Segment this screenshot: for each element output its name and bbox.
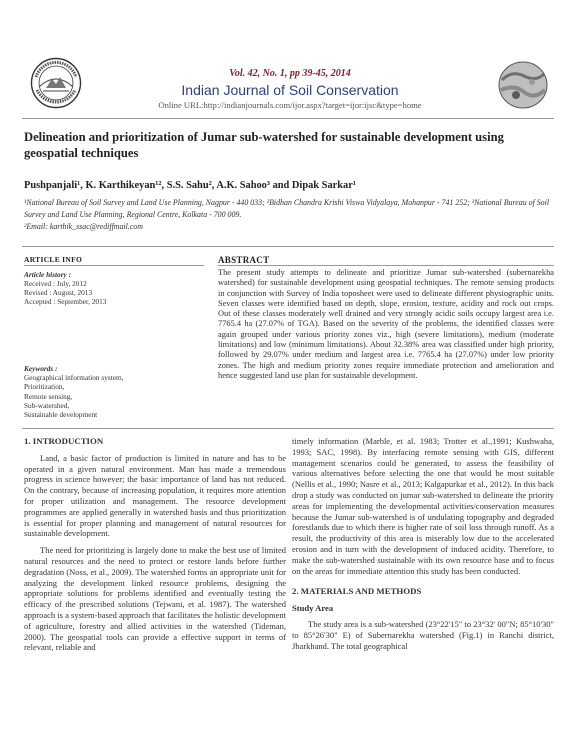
affiliation-text: ¹National Bureau of Soil Survey and Land Use Planning, Nagpur - 440 033; ²Bidhan Chandra Krishi Viswa Vidyalaya, Mohanpur - 741 252; ³National Bureau of Soil Survey and Land Use Planning, Regional Centre, Kolkata - 700 009. (24, 198, 550, 219)
online-url-link[interactable]: Online URL:http://indianjournals.com/ijor.aspx?target=ijor:ijsc&type=home (158, 100, 422, 110)
accepted-date: Accepted : September, 2013 (24, 297, 107, 306)
affiliations (24, 197, 554, 233)
section-heading-introduction: 1. INTRODUCTION (24, 436, 104, 446)
keyword: Sustainable development (24, 410, 98, 420)
title-rule (22, 246, 554, 247)
paragraph: Land, a basic factor of production is limited in nature and has to be operated in a given natural environment. Man has made a tremendous progress in science however; the basic importance of land has not reduced. On the contrary, because of increasing population, it requires more attention for proper utilization and management. The resource development programmes are applied generally in watershed basis and thus prioritization is essential for proper planning and management of natural resources for sustainable development. (24, 452, 286, 539)
contact-email: ²Email: karthik_ssac@rediffmail.com (24, 222, 143, 231)
article-info-heading: ARTICLE INFO (24, 255, 83, 264)
journal-name: Indian Journal of Soil Conservation (181, 82, 399, 98)
paragraph: The need for prioritizing is largely done to make the best use of limited natural resources and the need to protect or restore lands before further degradation (Noss, et al., 2009). The watershed forms an appropriate unit for analyzing the development linked resource problems, designing the appropriate solutions for problems identified and eventually testing the efficacy of the prescribed solutions (Tejwani, et al. 1987). The watershed approach is a system-based approach that facilitates the holistic development of agriculture, forestry and allied activities in the watershed (Tideman, 2000). The geospatial tools can provide a effective support in terms of relevant, reliable and (24, 545, 286, 653)
abstract-heading: ABSTRACT (218, 255, 270, 265)
keywords-block (24, 364, 204, 419)
journal-header (140, 67, 440, 111)
keywords-title: Keywords : (24, 364, 58, 373)
volume-line: Vol. 42, No. 1, pp 39-45, 2014 (229, 68, 351, 79)
journal-cover-thumbnail (498, 60, 548, 110)
abstract-rule (218, 265, 554, 266)
section-heading-methods: 2. MATERIALS AND METHODS (292, 586, 422, 597)
body-column-right (292, 436, 554, 657)
header-rule (22, 118, 554, 119)
paragraph: The study area is a sub-watershed (23°22'15" to 23°32' 00"N; 85°10'30" to 85°26'30" E) of Subernarekha watershed (Fig.1) in Ranchi district, Jharkhand. The total geographical (292, 618, 554, 651)
paper-title: Delineation and prioritization of Jumar sub-watershed for sustainable development using geospatial techniques (24, 130, 504, 160)
revised-date: Revised : August, 2013 (24, 288, 93, 297)
keyword: Sub-watershed, (24, 400, 70, 410)
history-title: Article history : (24, 270, 72, 279)
body-column-left (24, 436, 286, 659)
article-history (24, 270, 204, 306)
society-seal-logo (30, 57, 82, 109)
author-list: Pushpanjali¹, K. Karthikeyan¹², S.S. Sahu², A.K. Sahoo³ and Dipak Sarkar¹ (24, 180, 356, 191)
received-date: Received : July, 2012 (24, 279, 87, 288)
keyword: Prioritization, (24, 382, 65, 392)
subheading-study-area: Study Area (292, 603, 334, 614)
keyword: Geographical information system, (24, 373, 124, 383)
body-rule (22, 428, 554, 429)
abstract-text: The present study attempts to delineate and prioritize Jumar sub-watershed (subernarekha watershed) for sustainable development using geospatial techniques. The remote sensing products in conjunction with Survey of India toposheet were used to delineate different physiographic units. Seven classes were identified based on depth, slope, erosion, texture, acidity and rock out crops. Out of these classes moderately well drained and very strongly acidic soils occupy largest area i.e. 7765.4 ha (27.07% of TGA). Based on the severity of the problems, the identified classes were again grouped under various priority zones viz., high (severe limitations), medium (moderate limitations) and low (minimum limitations). About 32.38% area was classified under high priority, followed by 29.07% under medium and largest area i.e. 7765.4 ha (27.07%) under low priority zones. The high and medium priority zones require immediate protection and amelioration and hence suggested land use plan for sustainable development. (218, 268, 554, 380)
article-info-rule (24, 265, 204, 266)
paragraph: timely information (Marble, et al. 1983; Trotter et al.,1991; Kushwaha, 1993; SAC, 1998). By interfacing remote sensing with GIS, different management scenarios could be generated, to assess the feasibility of various alternatives before selecting the one that would be most suitable (Nellis et al., 1990; Nasre et al., 2013; Kalgapurkar et al., 2012). In this back drop a study was conducted on jumar sub-watershed to delineate the priority areas for implementing the developmental activities/conservation measures because the Jumar sub-watershed is of undulating topography and degraded forestlands due to which there is higher rate of soil loss through runoff. As a result, the productivity of this area is miserably low due to the accelerated erosion and in turn with the development of induced acidity. Therefore, to make the sub-watershed sustainable with its own resource base and to focus on the areas for immediate attention this study has been conducted. (292, 436, 554, 576)
keyword: Remote sensing, (24, 391, 73, 401)
